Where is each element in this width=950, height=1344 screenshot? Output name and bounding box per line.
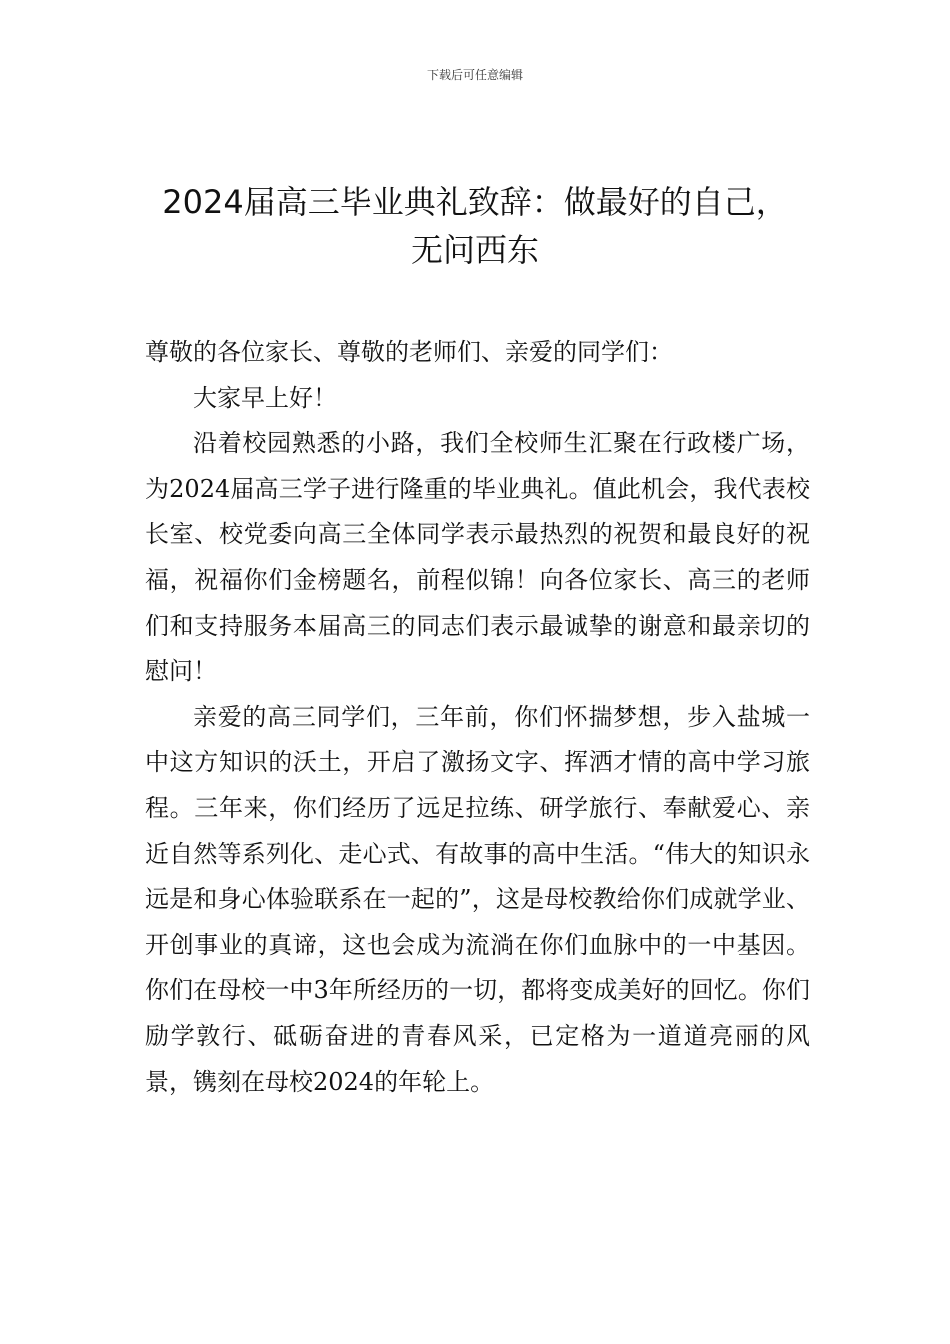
title-line-1: 2024届高三毕业典礼致辞：做最好的自己， bbox=[162, 183, 788, 221]
title-line-2: 无问西东 bbox=[410, 231, 539, 269]
header-note: 下载后可任意编辑 bbox=[426, 68, 523, 82]
paragraph-greeting: 大家早上好！ bbox=[193, 383, 337, 412]
salutation: 尊敬的各位家长、尊敬的老师们、亲爱的同学们： bbox=[145, 338, 673, 366]
paragraph-students: 亲爱的高三同学们，三年前，你们怀揣梦想，步入盐城一中这方知识的沃土，开启了激扬文字、挥洒才情的高中学习旅程。三年来，你们经历了远足拉练、研学旅行、奉献爱心、亲近自然等系列化、走心式、有故事的高中生活。“伟大的知识永远是和身心体验联系在一起的”，这是母校教给你们成就学业、开创事业的真谛，这也会成为流淌在你们血脉中的一中基因。你们在母校一中3年所经历的一切，都将变成美好的回忆。你们励学敦行、砥砺奋进的青春风采，已定格为一道道亮丽的风景，镌刻在母校2024的年轮上。 bbox=[145, 702, 810, 1096]
document-title bbox=[120, 178, 830, 274]
paragraph-ceremony: 沿着校园熟悉的小路，我们全校师生汇聚在行政楼广场，为2024届高三学子进行隆重的毕业典礼。值此机会，我代表校长室、校党委向高三全体同学表示最热烈的祝贺和最良好的祝福，祝福你们金榜题名，前程似锦！向各位家长、高三的老师们和支持服务本届高三的同志们表示最诚挚的谢意和最亲切的慰问！ bbox=[145, 429, 810, 686]
document-body bbox=[145, 330, 810, 1105]
